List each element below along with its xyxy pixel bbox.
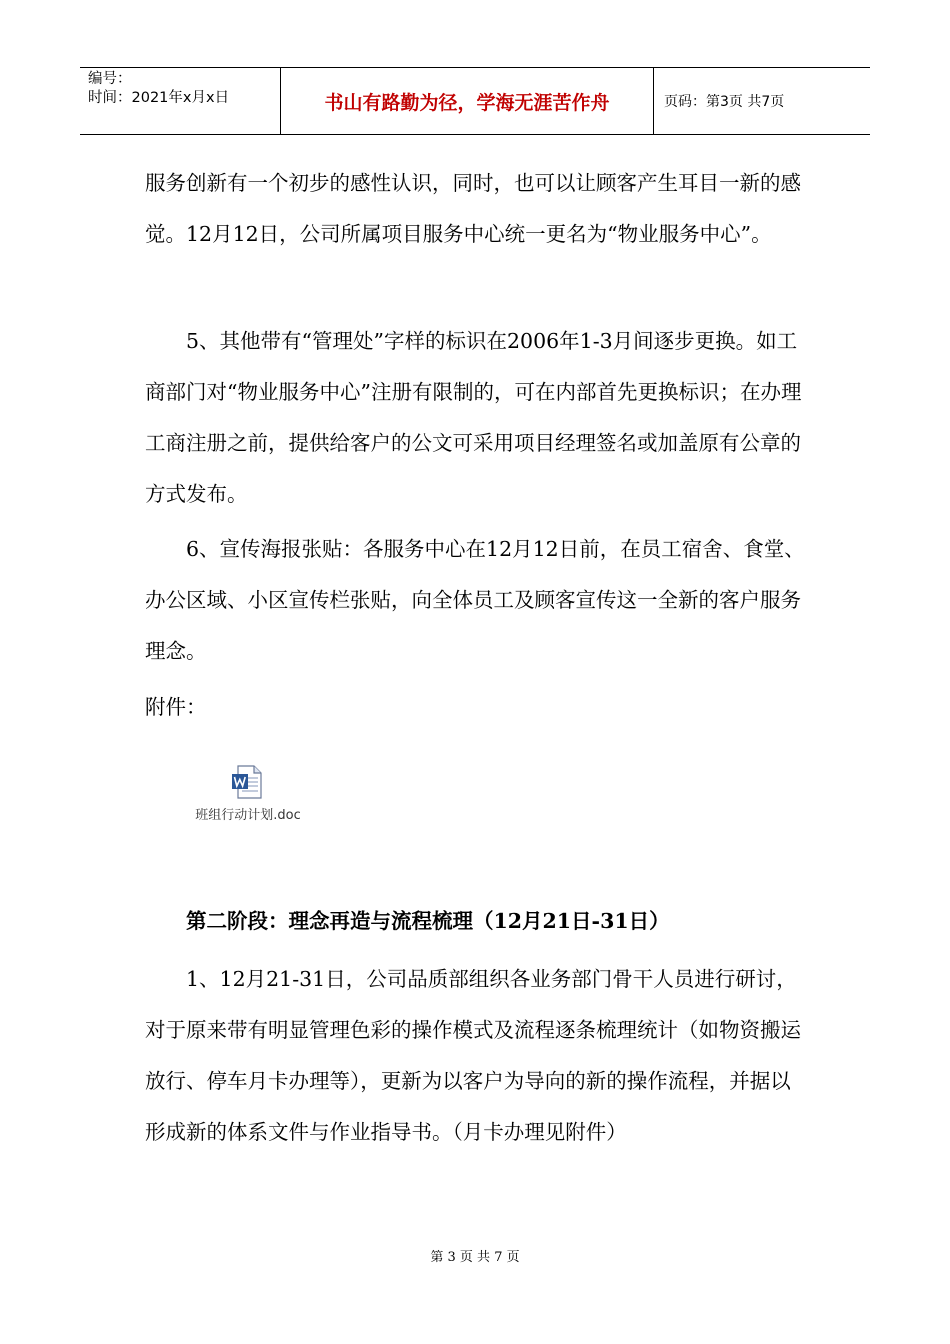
- attachment-file-name: 班组行动计划.doc: [195, 808, 301, 823]
- paragraph-4: 1、12月21-31日，公司品质部组织各业务部门骨干人员进行研讨，对于原来带有明显管理色彩的操作模式及流程逐条梳理统计（如物资搬运放行、停车月卡办理等），更新为以客户为导向的新的操作流程，并据以形成新的体系文件与作业指导书。（月卡办理见附件）: [145, 967, 801, 1144]
- number-label: 编号：: [88, 71, 132, 87]
- section-title: 第二阶段：理念再造与流程梳理（12月21日-31日）: [186, 909, 670, 933]
- paragraph-3: 6、宣传海报张贴：各服务中心在12月12日前，在员工宿舍、食堂、办公区域、小区宣传栏张贴，向全体员工及顾客宣传这一全新的客户服务理念。: [145, 537, 805, 663]
- page-footer: 第 3 页 共 7 页: [430, 1250, 520, 1265]
- header-meta: [80, 68, 280, 134]
- word-document-icon: [230, 764, 266, 800]
- header-page-info: 页码：第3页 共7页: [664, 94, 785, 110]
- page-header: [80, 67, 870, 135]
- attachment-label: 附件：: [145, 695, 207, 719]
- attachment-file[interactable]: [178, 764, 318, 823]
- header-motto: 书山有路勤为径，学海无涯苦作舟: [280, 68, 654, 134]
- time-label: 时间：2021年x月x日: [88, 90, 230, 106]
- paragraph-1: 服务创新有一个初步的感性认识，同时，也可以让顾客产生耳目一新的感觉。12月12日，公司所属项目服务中心统一更名为“物业服务中心”。: [145, 171, 801, 246]
- paragraph-2: 5、其他带有“管理处”字样的标识在2006年1-3月间逐步更换。如工商部门对“物业服务中心”注册有限制的，可在内部首先更换标识；在办理工商注册之前，提供给客户的公文可采用项目经理签名或加盖原有公章的方式发布。: [145, 329, 802, 506]
